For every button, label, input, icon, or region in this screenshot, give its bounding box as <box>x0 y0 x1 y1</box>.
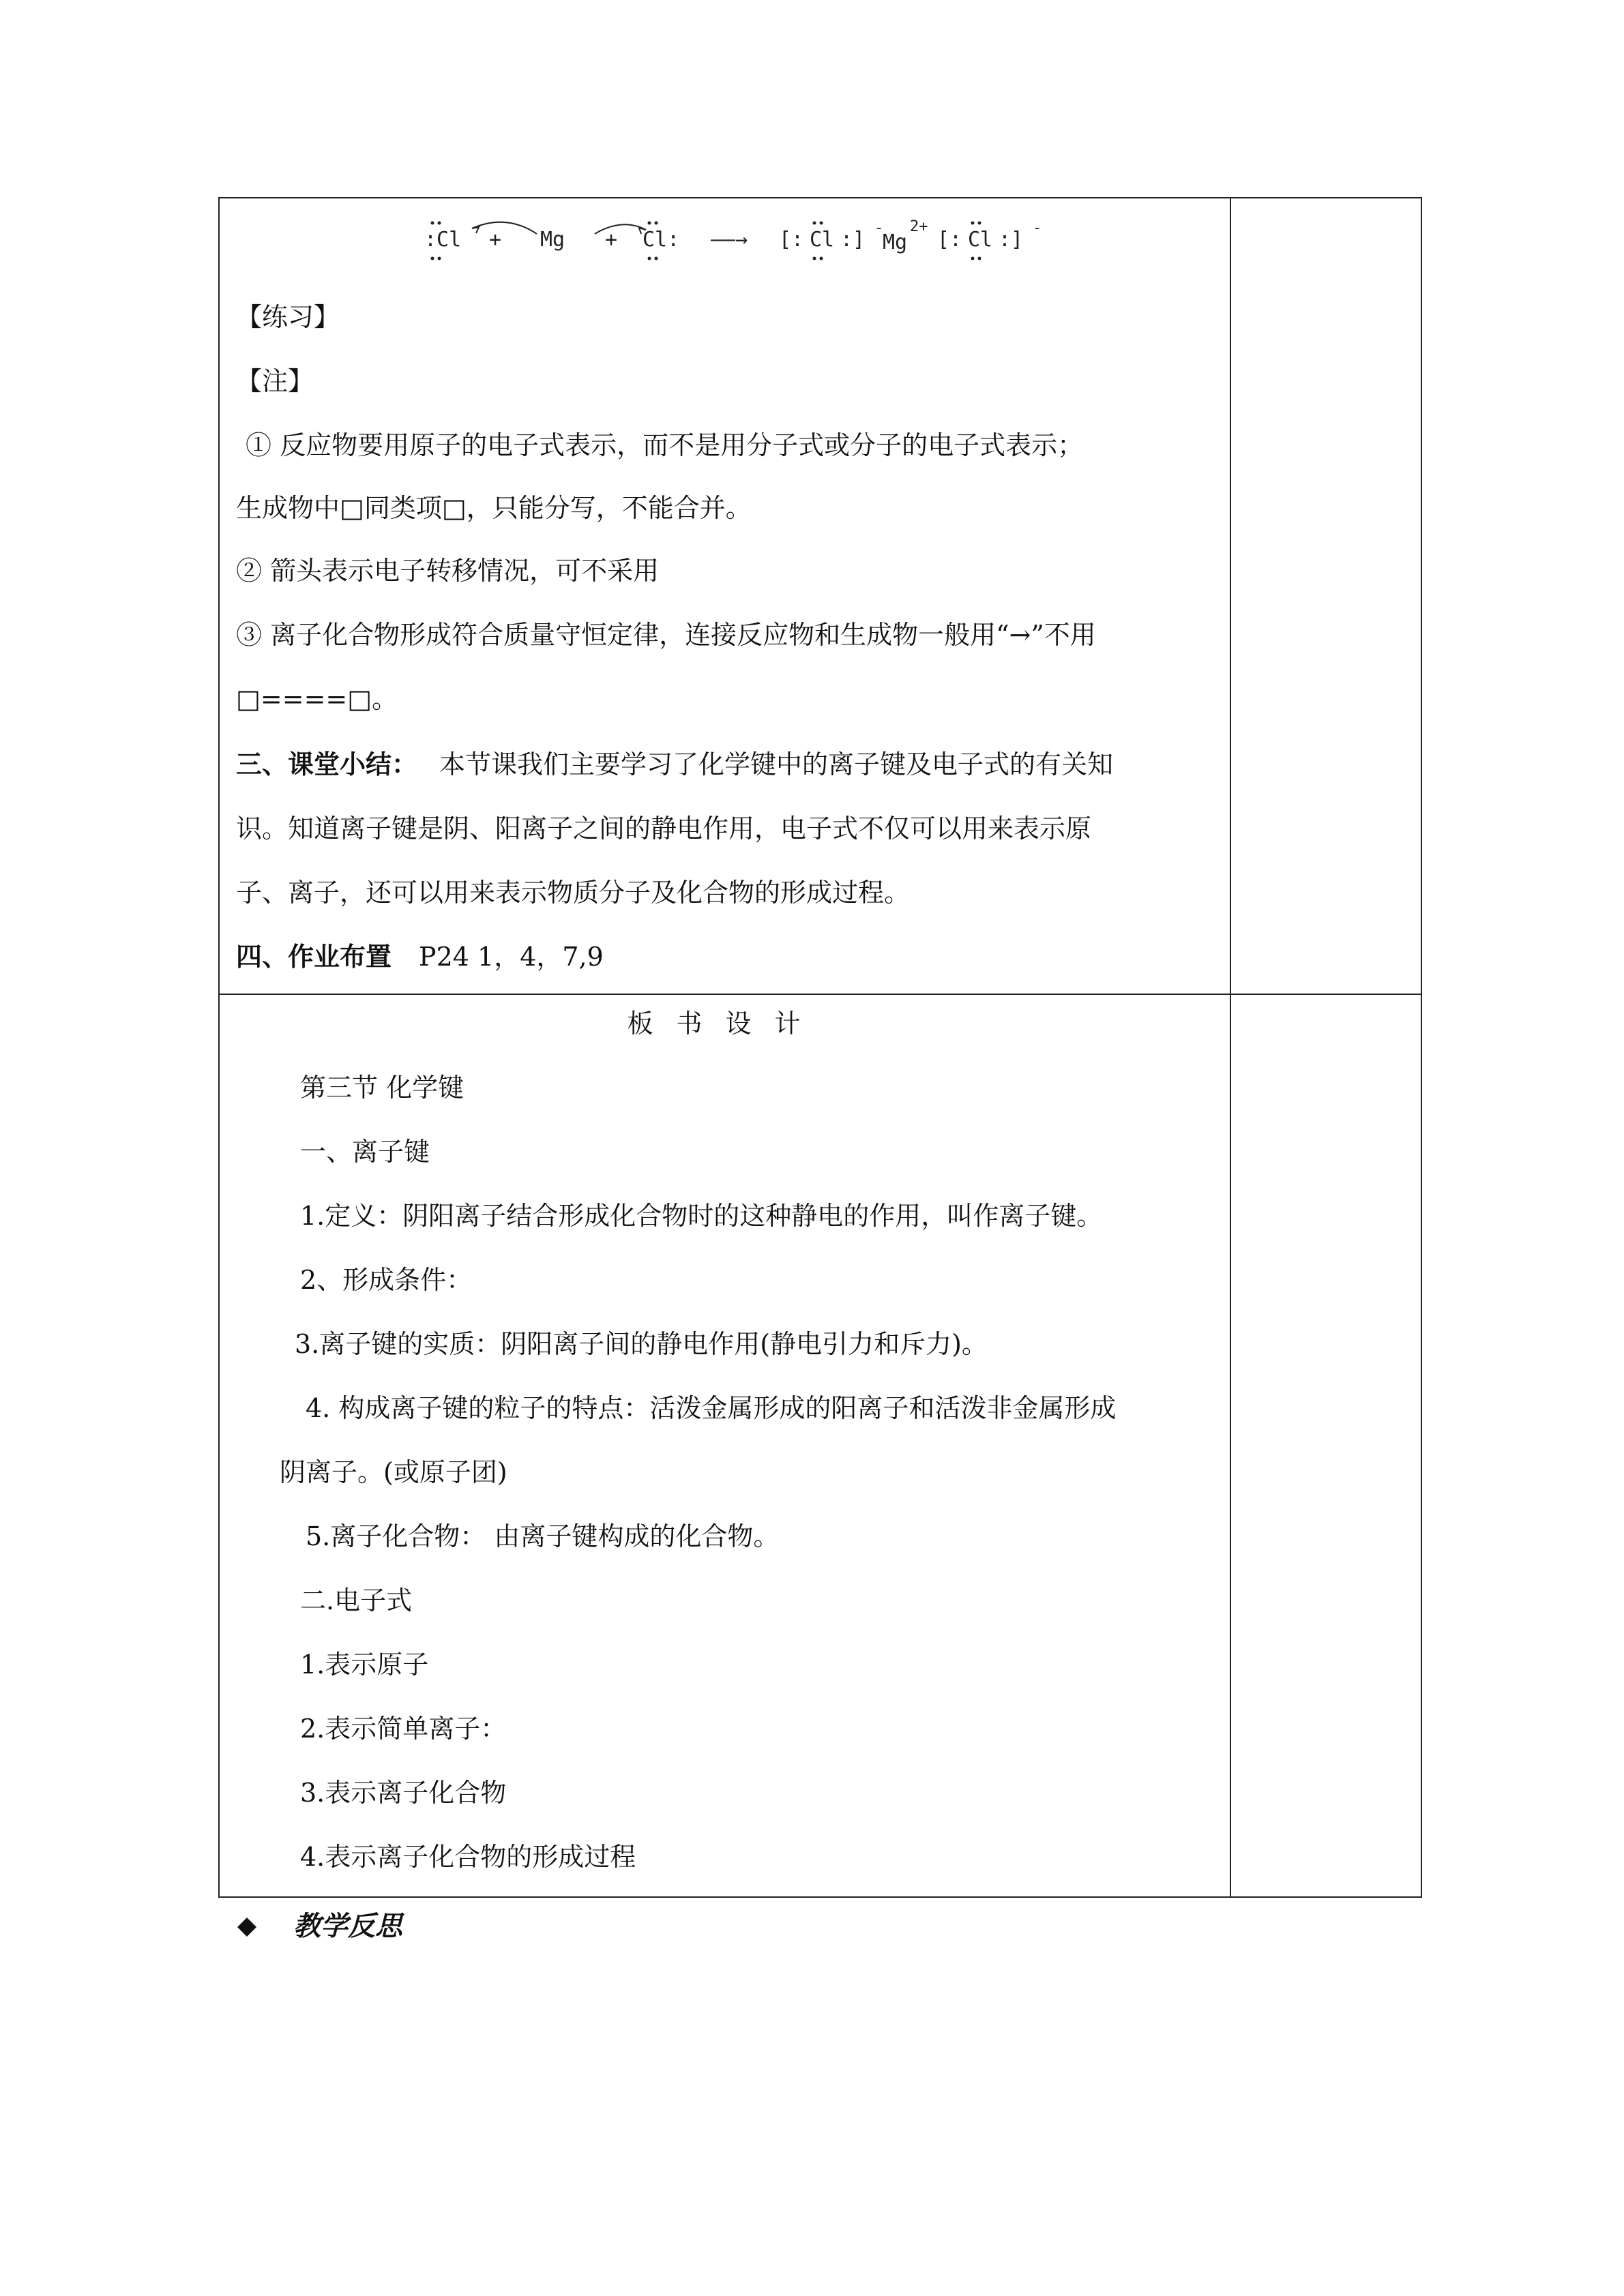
note-3-line-1: ③ 离子化合物形成符合质量守恒定律，连接反应物和生成物一般用“→”不用 <box>236 620 1096 650</box>
table-row <box>219 994 1421 1897</box>
board-item-2: 2、形成条件： <box>300 1265 473 1295</box>
board-item-3: 3.离子键的实质：阴阳离子间的静电作用(静电引力和斥力)。 <box>295 1329 988 1359</box>
equation-right-atom: Cl: <box>643 228 680 252</box>
equation-product-atom: Cl <box>810 228 835 252</box>
board-part-1: 一、离子键 <box>300 1137 430 1167</box>
board-sub-4: 4.表示离子化合物的形成过程 <box>300 1842 636 1872</box>
board-item-4-line-1: 4. 构成离子键的粒子的特点：活泼金属形成的阳离子和活泼非金属形成 <box>306 1393 1117 1423</box>
equation-charge: 2+ <box>910 218 928 235</box>
equation-charge: - <box>1033 220 1042 237</box>
summary-heading: 三、课堂小结： <box>236 749 418 779</box>
homework-heading: 四、作业布置 <box>236 941 392 972</box>
equation-plus: + <box>489 228 502 252</box>
note-1-line-2: 生成物中□同类项□，只能分写，不能合并。 <box>236 493 752 523</box>
board-item-4-line-2: 阴离子。(或原子团) <box>280 1457 507 1487</box>
equation-plus: + <box>605 228 618 252</box>
equation-charge: - <box>874 220 884 237</box>
board-design-title: 板书设计 <box>627 1009 824 1039</box>
equation-bracket: [: <box>779 228 804 252</box>
note-1-line-1: ① 反应物要用原子的电子式表示，而不是用分子式或分子的电子式表示； <box>246 430 1084 460</box>
note-label: 【注】 <box>236 366 314 396</box>
equation-center-atom: Mg <box>540 228 565 252</box>
board-item-1: 1.定义：阴阳离子结合形成化合物时的这种静电的作用，叫作离子键。 <box>300 1201 1103 1231</box>
practice-label: 【练习】 <box>236 302 340 332</box>
board-design-cell <box>219 994 1230 1897</box>
board-part-2: 二.电子式 <box>300 1585 413 1615</box>
equation-magnesium-ion: Mg <box>883 230 908 254</box>
board-sub-1: 1.表示原子 <box>300 1650 429 1680</box>
equation-product-atom: Cl <box>968 228 993 252</box>
note-3-line-2: □====□。 <box>236 684 398 714</box>
board-section: 第三节 化学键 <box>300 1073 464 1103</box>
summary-text: 本节课我们主要学习了化学键中的离子键及电子式的有关知 <box>439 749 1114 779</box>
equation-bracket: :] <box>840 228 866 252</box>
summary-line-3: 子、离子，还可以用来表示物质分子及化合物的形成过程。 <box>236 878 911 908</box>
summary-line-1 <box>236 748 1113 781</box>
side-column-cell <box>1230 994 1421 1897</box>
note-2: ② 箭头表示电子转移情况，可不采用 <box>236 556 660 586</box>
reflection-heading: 教学反思 <box>293 1910 402 1942</box>
equation-bracket: :] <box>999 228 1024 252</box>
homework-line <box>236 940 604 973</box>
board-item-5: 5.离子化合物： 由离子键构成的化合物。 <box>306 1521 780 1551</box>
board-sub-3: 3.表示离子化合物 <box>300 1778 507 1808</box>
table-row <box>219 198 1421 994</box>
summary-line-2: 识。知道离子键是阴、阳离子之间的静电作用，电子式不仅可以用来表示原 <box>236 814 1092 844</box>
equation-left-atom: :Cl <box>424 228 462 252</box>
equation-bracket: [: <box>937 228 962 252</box>
equation-arrow: ——→ <box>711 228 748 252</box>
lesson-table <box>218 197 1422 1898</box>
diamond-bullet-icon <box>237 1918 256 1937</box>
homework-text: P24 1，4，7,9 <box>419 942 604 972</box>
electron-formula-equation <box>424 213 1243 268</box>
teaching-process-cell <box>219 198 1230 994</box>
board-sub-2: 2.表示简单离子： <box>300 1714 507 1744</box>
side-column-cell <box>1230 198 1421 994</box>
